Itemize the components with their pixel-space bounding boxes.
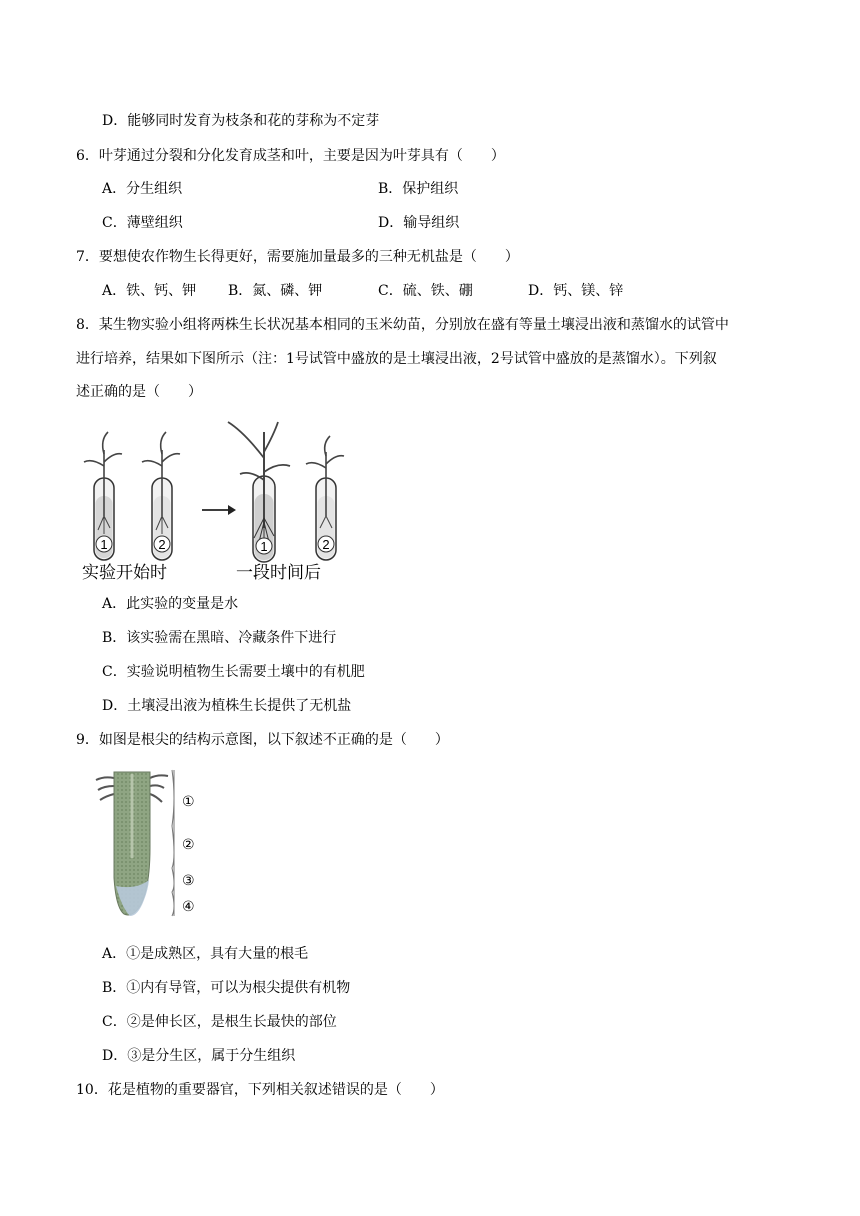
q10-stem: 10．花是植物的重要器官，下列相关叙述错误的是（ ） xyxy=(76,1082,444,1098)
q8-option-d: D．土壤浸出液为植株生长提供了无机盐 xyxy=(102,698,352,714)
q9-option-c: C．②是伸长区，是根生长最快的部位 xyxy=(102,1014,337,1030)
q7-option-d: D．钙、镁、锌 xyxy=(528,283,624,299)
q7-option-a: A．铁、钙、钾 xyxy=(102,283,197,299)
arrow-right-icon xyxy=(202,505,236,515)
tube-1-after xyxy=(228,422,290,562)
q6-stem: 6．叶芽通过分裂和分化发育成茎和叶，主要是因为叶芽具有（ ） xyxy=(76,148,505,164)
tube-2-after xyxy=(306,436,344,560)
q8-option-c: C．实验说明植物生长需要土壤中的有机肥 xyxy=(102,664,365,680)
q7-option-c: C．硫、铁、硼 xyxy=(378,283,473,299)
caption-start: 实验开始时 xyxy=(82,563,167,583)
tube-2-after-label: 2 xyxy=(322,537,330,552)
q7-stem: 7．要想使农作物生长得更好，需要施加量最多的三种无机盐是（ ） xyxy=(76,249,519,265)
q8-option-b: B．该实验需在黑暗、冷藏条件下进行 xyxy=(102,630,337,646)
q9-option-a: A．①是成熟区，具有大量的根毛 xyxy=(102,946,309,962)
q8-stem-line3: 述正确的是（ ） xyxy=(76,384,202,400)
q6-option-a: A．分生组织 xyxy=(102,181,183,197)
q8-stem-line1: 8．某生物实验小组将两株生长状况基本相同的玉米幼苗，分别放在盛有等量土壤浸出液和蒸馏水的试管中 xyxy=(76,317,729,333)
label-2: ② xyxy=(182,837,195,853)
q8-experiment-figure xyxy=(78,418,368,584)
label-3: ③ xyxy=(182,873,195,889)
q8-stem-line2: 进行培养，结果如下图所示（注：1号试管中盛放的是土壤浸出液，2号试管中盛放的是蒸馏水）。下列叙 xyxy=(76,351,717,367)
q6-option-d: D．输导组织 xyxy=(378,215,460,231)
tube-2-start-label: 2 xyxy=(158,537,166,552)
tube-2-start xyxy=(142,432,180,560)
q6-option-c: C．薄壁组织 xyxy=(102,215,183,231)
q9-stem: 9．如图是根尖的结构示意图，以下叙述不正确的是（ ） xyxy=(76,732,449,748)
tube-1-after-label: 1 xyxy=(260,539,268,554)
q7-option-b: B．氮、磷、钾 xyxy=(228,283,323,299)
label-4: ④ xyxy=(182,899,195,915)
q9-option-b: B．①内有导管，可以为根尖提供有机物 xyxy=(102,980,351,996)
caption-after: 一段时间后 xyxy=(236,563,321,583)
label-1: ① xyxy=(182,794,195,810)
q9-root-tip-figure xyxy=(92,768,212,924)
tube-1-start-label: 1 xyxy=(100,537,108,552)
q9-option-d: D．③是分生区，属于分生组织 xyxy=(102,1048,296,1064)
q6-option-b: B．保护组织 xyxy=(378,181,459,197)
q8-option-a: A．此实验的变量是水 xyxy=(102,596,239,612)
tube-1-start xyxy=(84,432,122,560)
q5-option-d: D．能够同时发育为枝条和花的芽称为不定芽 xyxy=(102,113,380,129)
